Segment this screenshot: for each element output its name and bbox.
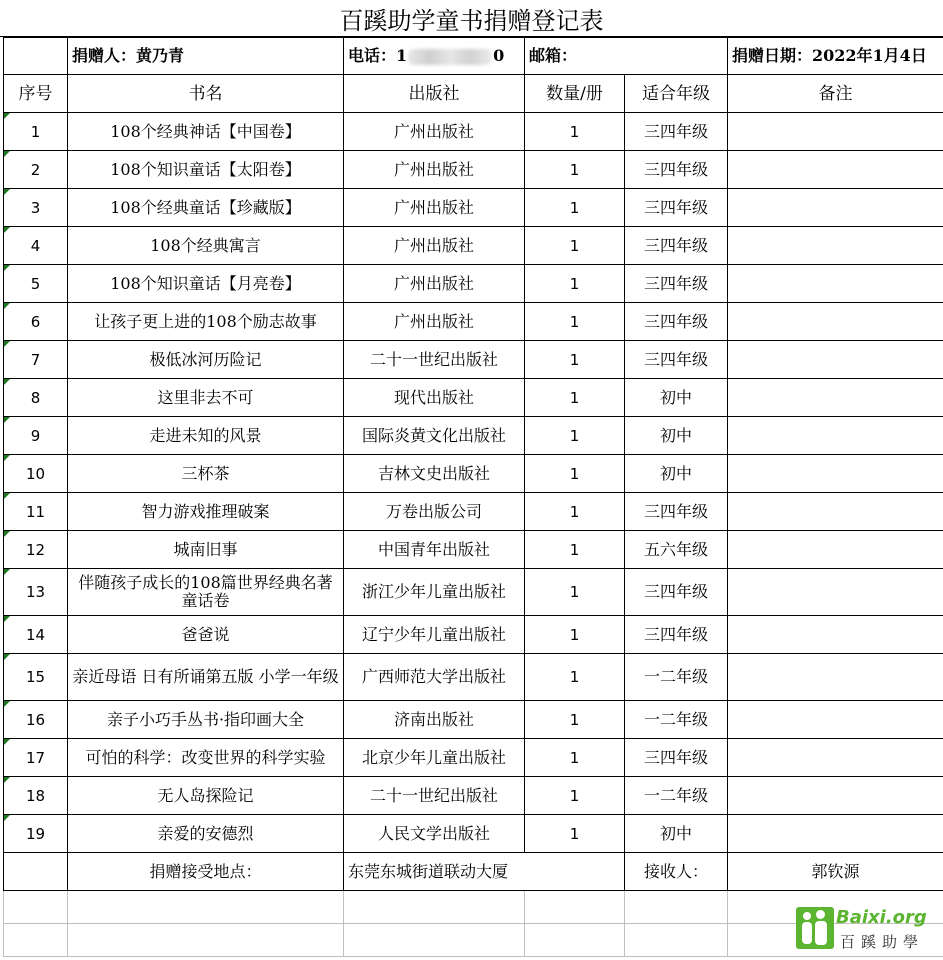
row-publisher-cell[interactable]: 吉林文史出版社 — [344, 455, 525, 493]
cell-marker-icon — [4, 189, 10, 195]
row-note-cell[interactable] — [728, 151, 943, 189]
row-qty-cell[interactable]: 1 — [525, 531, 625, 569]
row-publisher-cell[interactable]: 中国青年出版社 — [344, 531, 525, 569]
row-note-cell[interactable] — [728, 815, 943, 853]
row-grade-cell[interactable]: 三四年级 — [625, 189, 728, 227]
row-no-cell[interactable]: 3 — [4, 189, 68, 227]
receiver-label-cell[interactable]: 接收人： — [625, 853, 728, 891]
row-note-cell[interactable] — [728, 531, 943, 569]
header-row — [4, 75, 943, 113]
row-qty-cell[interactable]: 1 — [525, 701, 625, 739]
row-grade-cell[interactable]: 三四年级 — [625, 303, 728, 341]
row-grade-cell[interactable]: 初中 — [625, 455, 728, 493]
table-row — [4, 654, 943, 701]
row-grade-cell[interactable]: 三四年级 — [625, 493, 728, 531]
row-no-cell[interactable]: 1 — [4, 113, 68, 151]
table-row — [4, 303, 943, 341]
row-qty-cell[interactable]: 1 — [525, 417, 625, 455]
phone-suffix: 0 — [493, 46, 505, 65]
header-qty[interactable]: 数量/册 — [525, 75, 625, 113]
row-title-cell[interactable]: 让孩子更上进的108个励志故事 — [68, 303, 344, 341]
row-note-cell[interactable] — [728, 417, 943, 455]
row-qty-cell[interactable]: 1 — [525, 739, 625, 777]
row-qty-cell[interactable]: 1 — [525, 113, 625, 151]
row-title-cell[interactable]: 108个知识童话【月亮卷】 — [68, 265, 344, 303]
empty-cell[interactable] — [344, 924, 525, 957]
empty-cell[interactable] — [68, 891, 344, 924]
row-title-cell[interactable]: 城南旧事 — [68, 531, 344, 569]
table-row — [4, 151, 943, 189]
table-row — [4, 493, 943, 531]
table-row — [4, 616, 943, 654]
footer-blank-cell[interactable] — [4, 853, 68, 891]
row-publisher-cell[interactable]: 广州出版社 — [344, 151, 525, 189]
header-no[interactable]: 序号 — [4, 75, 68, 113]
footer-row — [4, 853, 943, 891]
row-title-cell[interactable]: 这里非去不可 — [68, 379, 344, 417]
empty-cell[interactable] — [525, 891, 625, 924]
row-grade-cell[interactable]: 三四年级 — [625, 113, 728, 151]
phone-cell[interactable] — [344, 38, 525, 75]
row-publisher-cell[interactable]: 北京少年儿童出版社 — [344, 739, 525, 777]
row-no-cell[interactable]: 19 — [4, 815, 68, 853]
row-grade-cell[interactable]: 五六年级 — [625, 531, 728, 569]
row-title-cell[interactable]: 亲子小巧手丛书·指印画大全 — [68, 701, 344, 739]
phone-prefix: 电话：1 — [348, 46, 408, 65]
row-note-cell[interactable] — [728, 777, 943, 815]
cell-marker-icon — [4, 739, 10, 745]
row-title-cell[interactable]: 三杯茶 — [68, 455, 344, 493]
empty-cell[interactable] — [525, 924, 625, 957]
row-no-cell[interactable]: 10 — [4, 455, 68, 493]
row-publisher-cell[interactable]: 广州出版社 — [344, 303, 525, 341]
row-note-cell[interactable] — [728, 569, 943, 616]
row-grade-cell[interactable]: 一二年级 — [625, 777, 728, 815]
header-grade[interactable]: 适合年级 — [625, 75, 728, 113]
cell-marker-icon — [4, 341, 10, 347]
row-note-cell[interactable] — [728, 189, 943, 227]
row-no-cell[interactable]: 11 — [4, 493, 68, 531]
location-cell[interactable]: 东莞东城街道联动大厦 — [344, 853, 625, 891]
row-grade-cell[interactable]: 三四年级 — [625, 739, 728, 777]
table-row — [4, 341, 943, 379]
info-blank-cell[interactable] — [4, 38, 68, 75]
table-row — [4, 701, 943, 739]
table-row — [4, 113, 943, 151]
family-logo-icon — [796, 907, 834, 949]
row-qty-cell[interactable]: 1 — [525, 493, 625, 531]
row-title-cell[interactable]: 108个经典童话【珍藏版】 — [68, 189, 344, 227]
donor-cell[interactable]: 捐赠人：黄乃青 — [68, 38, 344, 75]
receiver-cell[interactable]: 郭钦源 — [728, 853, 943, 891]
row-no-cell[interactable]: 13 — [4, 569, 68, 616]
row-title-cell[interactable]: 走进未知的风景 — [68, 417, 344, 455]
donation-table — [3, 37, 943, 957]
row-no-cell[interactable]: 8 — [4, 379, 68, 417]
row-note-cell[interactable] — [728, 654, 943, 701]
table-row — [4, 569, 943, 616]
row-note-cell[interactable] — [728, 265, 943, 303]
row-note-cell[interactable] — [728, 739, 943, 777]
table-row — [4, 531, 943, 569]
row-publisher-cell[interactable]: 现代出版社 — [344, 379, 525, 417]
table-row — [4, 417, 943, 455]
row-no-cell[interactable]: 12 — [4, 531, 68, 569]
row-qty-cell[interactable]: 1 — [525, 815, 625, 853]
row-title-cell[interactable]: 智力游戏推理破案 — [68, 493, 344, 531]
cell-marker-icon — [4, 379, 10, 385]
row-no-cell[interactable]: 2 — [4, 151, 68, 189]
email-cell[interactable]: 邮箱： — [525, 38, 728, 75]
row-note-cell[interactable] — [728, 227, 943, 265]
cell-marker-icon — [4, 303, 10, 309]
row-qty-cell[interactable]: 1 — [525, 341, 625, 379]
row-qty-cell[interactable]: 1 — [525, 227, 625, 265]
empty-cell[interactable] — [68, 924, 344, 957]
cell-marker-icon — [4, 815, 10, 821]
row-qty-cell[interactable]: 1 — [525, 151, 625, 189]
row-note-cell[interactable] — [728, 701, 943, 739]
row-publisher-cell[interactable]: 广州出版社 — [344, 265, 525, 303]
row-publisher-cell[interactable]: 人民文学出版社 — [344, 815, 525, 853]
row-no-cell[interactable]: 18 — [4, 777, 68, 815]
row-note-cell[interactable] — [728, 303, 943, 341]
row-no-cell[interactable]: 5 — [4, 265, 68, 303]
cell-marker-icon — [4, 265, 10, 271]
header-publisher[interactable]: 出版社 — [344, 75, 525, 113]
row-grade-cell[interactable]: 初中 — [625, 815, 728, 853]
row-note-cell[interactable] — [728, 616, 943, 654]
row-title-cell[interactable]: 伴随孩子成长的108篇世界经典名著 童话卷 — [68, 569, 344, 616]
info-row — [4, 38, 943, 75]
row-title-cell[interactable]: 爸爸说 — [68, 616, 344, 654]
watermark-cn: 百蹊助學 — [840, 933, 925, 951]
cell-marker-icon — [4, 493, 10, 499]
row-qty-cell[interactable]: 1 — [525, 569, 625, 616]
phone-redaction — [408, 49, 492, 65]
row-grade-cell[interactable]: 三四年级 — [625, 616, 728, 654]
empty-cell[interactable] — [625, 924, 728, 957]
row-no-cell[interactable]: 17 — [4, 739, 68, 777]
cell-marker-icon — [4, 455, 10, 461]
row-qty-cell[interactable]: 1 — [525, 379, 625, 417]
row-grade-cell[interactable]: 三四年级 — [625, 341, 728, 379]
row-publisher-cell[interactable]: 广州出版社 — [344, 227, 525, 265]
row-grade-cell[interactable]: 初中 — [625, 379, 728, 417]
row-no-cell[interactable]: 4 — [4, 227, 68, 265]
row-grade-cell[interactable]: 三四年级 — [625, 227, 728, 265]
row-title-cell[interactable]: 亲近母语 日有所诵第五版 小学一年级 — [68, 654, 344, 701]
row-note-cell[interactable] — [728, 341, 943, 379]
table-row — [4, 379, 943, 417]
row-no-cell[interactable]: 15 — [4, 654, 68, 701]
row-publisher-cell[interactable]: 国际炎黄文化出版社 — [344, 417, 525, 455]
table-row — [4, 739, 943, 777]
row-title-cell[interactable]: 可怕的科学：改变世界的科学实验 — [68, 739, 344, 777]
cell-marker-icon — [4, 113, 10, 119]
location-label-cell[interactable]: 捐赠接受地点： — [68, 853, 344, 891]
row-grade-cell[interactable]: 初中 — [625, 417, 728, 455]
row-no-cell[interactable]: 6 — [4, 303, 68, 341]
cell-marker-icon — [4, 417, 10, 423]
row-note-cell[interactable] — [728, 379, 943, 417]
table-row — [4, 265, 943, 303]
row-no-cell[interactable]: 9 — [4, 417, 68, 455]
row-publisher-cell[interactable]: 广西师范大学出版社 — [344, 654, 525, 701]
row-publisher-cell[interactable]: 浙江少年儿童出版社 — [344, 569, 525, 616]
row-publisher-cell[interactable]: 辽宁少年儿童出版社 — [344, 616, 525, 654]
row-title-cell[interactable]: 108个经典神话【中国卷】 — [68, 113, 344, 151]
row-grade-cell[interactable]: 三四年级 — [625, 151, 728, 189]
empty-cell[interactable] — [344, 891, 525, 924]
empty-cell[interactable] — [4, 891, 68, 924]
row-qty-cell[interactable]: 1 — [525, 189, 625, 227]
row-title-cell[interactable]: 108个知识童话【太阳卷】 — [68, 151, 344, 189]
row-qty-cell[interactable]: 1 — [525, 654, 625, 701]
row-title-cell[interactable]: 亲爱的安德烈 — [68, 815, 344, 853]
baixi-watermark — [796, 905, 938, 955]
row-publisher-cell[interactable]: 二十一世纪出版社 — [344, 777, 525, 815]
empty-cell[interactable] — [625, 891, 728, 924]
row-note-cell[interactable] — [728, 113, 943, 151]
cell-marker-icon — [4, 151, 10, 157]
row-title-cell[interactable]: 极低冰河历险记 — [68, 341, 344, 379]
row-qty-cell[interactable]: 1 — [525, 777, 625, 815]
table-row — [4, 455, 943, 493]
date-cell[interactable]: 捐赠日期：2022年1月4日 — [728, 38, 943, 75]
row-grade-cell[interactable]: 三四年级 — [625, 569, 728, 616]
watermark-latin: Baixi.org — [836, 907, 927, 928]
row-grade-cell[interactable]: 一二年级 — [625, 701, 728, 739]
row-qty-cell[interactable]: 1 — [525, 616, 625, 654]
table-row — [4, 227, 943, 265]
row-grade-cell[interactable]: 一二年级 — [625, 654, 728, 701]
row-publisher-cell[interactable]: 万卷出版公司 — [344, 493, 525, 531]
row-no-cell[interactable]: 14 — [4, 616, 68, 654]
row-publisher-cell[interactable]: 广州出版社 — [344, 189, 525, 227]
table-row — [4, 189, 943, 227]
row-no-cell[interactable]: 16 — [4, 701, 68, 739]
table-row — [4, 815, 943, 853]
row-note-cell[interactable] — [728, 493, 943, 531]
table-row — [4, 777, 943, 815]
cell-marker-icon — [4, 701, 10, 707]
cell-marker-icon — [4, 616, 10, 622]
cell-marker-icon — [4, 531, 10, 537]
cell-marker-icon — [4, 777, 10, 783]
header-note[interactable]: 备注 — [728, 75, 943, 113]
sheet-title: 百蹊助学童书捐赠登记表 — [0, 0, 943, 37]
row-note-cell[interactable] — [728, 455, 943, 493]
row-title-cell[interactable]: 无人岛探险记 — [68, 777, 344, 815]
cell-marker-icon — [4, 569, 10, 575]
empty-cell[interactable] — [4, 924, 68, 957]
header-title[interactable]: 书名 — [68, 75, 344, 113]
cell-marker-icon — [4, 227, 10, 233]
row-no-cell[interactable]: 7 — [4, 341, 68, 379]
cell-marker-icon — [4, 654, 10, 660]
row-grade-cell[interactable]: 三四年级 — [625, 265, 728, 303]
row-qty-cell[interactable]: 1 — [525, 265, 625, 303]
row-title-cell[interactable]: 108个经典寓言 — [68, 227, 344, 265]
row-publisher-cell[interactable]: 济南出版社 — [344, 701, 525, 739]
row-qty-cell[interactable]: 1 — [525, 455, 625, 493]
row-publisher-cell[interactable]: 二十一世纪出版社 — [344, 341, 525, 379]
row-publisher-cell[interactable]: 广州出版社 — [344, 113, 525, 151]
row-qty-cell[interactable]: 1 — [525, 303, 625, 341]
